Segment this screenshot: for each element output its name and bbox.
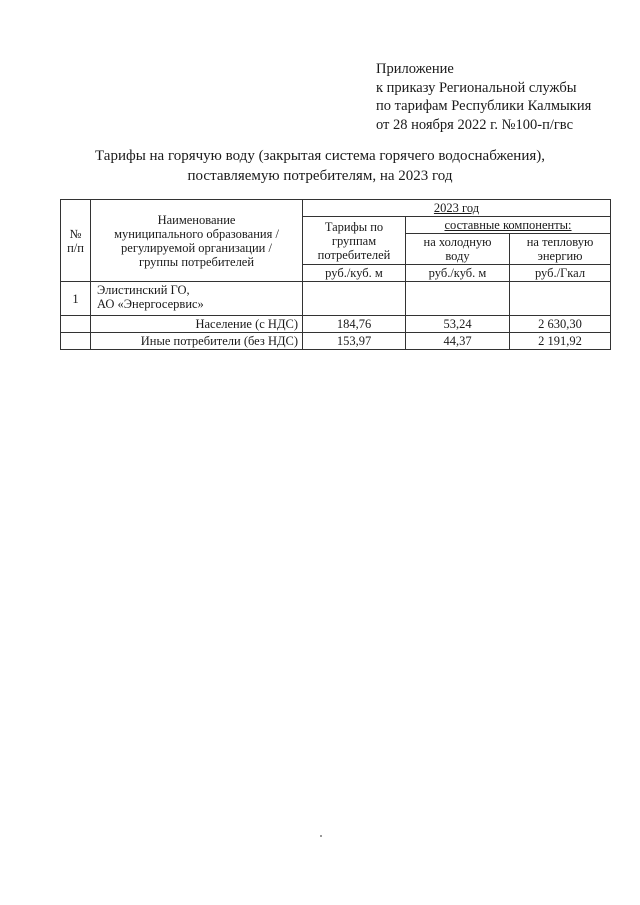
appendix-header bbox=[376, 60, 591, 134]
header-name bbox=[91, 200, 303, 282]
group-label: Население (с НДС) bbox=[91, 316, 303, 333]
group-num-empty bbox=[61, 333, 91, 350]
document-title bbox=[0, 147, 640, 186]
header-tariff bbox=[303, 217, 406, 265]
header-heat bbox=[510, 234, 611, 265]
header-num-line-2: п/п bbox=[67, 240, 84, 255]
group-num-empty bbox=[61, 316, 91, 333]
org-heat-empty bbox=[510, 282, 611, 316]
group-heat: 2 191,92 bbox=[510, 333, 611, 350]
header-year-label: 2023 год bbox=[433, 201, 480, 215]
org-tariff-empty bbox=[303, 282, 406, 316]
header-name-line-2: муниципального образования / bbox=[114, 226, 279, 241]
org-cold-empty bbox=[406, 282, 510, 316]
group-cold: 44,37 bbox=[406, 333, 510, 350]
header-year bbox=[303, 200, 611, 217]
appendix-line-3: по тарифам Республики Калмыкия bbox=[376, 98, 592, 114]
appendix-line-2: к приказу Региональной службы bbox=[376, 79, 577, 96]
group-cold: 53,24 bbox=[406, 316, 510, 333]
table-row-org bbox=[61, 282, 611, 316]
title-line-2: поставляемую потребителям, на 2023 год bbox=[187, 167, 453, 184]
header-tariff-line-3: потребителей bbox=[317, 247, 391, 262]
header-cold bbox=[406, 234, 510, 265]
table-row bbox=[61, 333, 611, 350]
header-name-line-4: группы потребителей bbox=[138, 254, 255, 269]
header-components bbox=[406, 217, 611, 234]
header-cold-line-2: воду bbox=[445, 249, 470, 263]
unit-heat: руб./Гкал bbox=[510, 265, 611, 282]
header-num-line-1: № bbox=[69, 226, 82, 241]
header-heat-line-1: на тепловую bbox=[526, 235, 594, 249]
org-name-line-1: Элистинский ГО, bbox=[97, 283, 190, 297]
row-num: 1 bbox=[61, 282, 91, 316]
group-tariff: 153,97 bbox=[303, 333, 406, 350]
org-name-line-2: АО «Энергосервис» bbox=[97, 297, 204, 311]
header-tariff-line-2: группам bbox=[331, 233, 377, 248]
header-tariff-line-1: Тарифы по bbox=[324, 219, 384, 234]
header-heat-line-2: энергию bbox=[537, 249, 583, 263]
tariffs-table bbox=[60, 199, 611, 350]
group-label: Иные потребители (без НДС) bbox=[91, 333, 303, 350]
group-tariff: 184,76 bbox=[303, 316, 406, 333]
unit-tariff: руб./куб. м bbox=[303, 265, 406, 282]
org-name bbox=[91, 282, 303, 316]
header-name-line-3: регулируемой организации / bbox=[121, 240, 272, 255]
group-heat: 2 630,30 bbox=[510, 316, 611, 333]
appendix-line-1: Приложение bbox=[376, 61, 454, 77]
header-components-label: составные компоненты: bbox=[444, 218, 572, 232]
scan-speck bbox=[320, 835, 322, 837]
unit-cold: руб./куб. м bbox=[406, 265, 510, 282]
title-line-1: Тарифы на горячую воду (закрытая система горячего водоснабжения), bbox=[95, 148, 545, 164]
header-name-line-1: Наименование bbox=[157, 212, 236, 227]
header-num bbox=[61, 200, 91, 282]
appendix-line-4: от 28 ноября 2022 г. №100-п/гвс bbox=[376, 116, 574, 133]
header-cold-line-1: на холодную bbox=[423, 235, 492, 249]
table-row bbox=[61, 316, 611, 333]
